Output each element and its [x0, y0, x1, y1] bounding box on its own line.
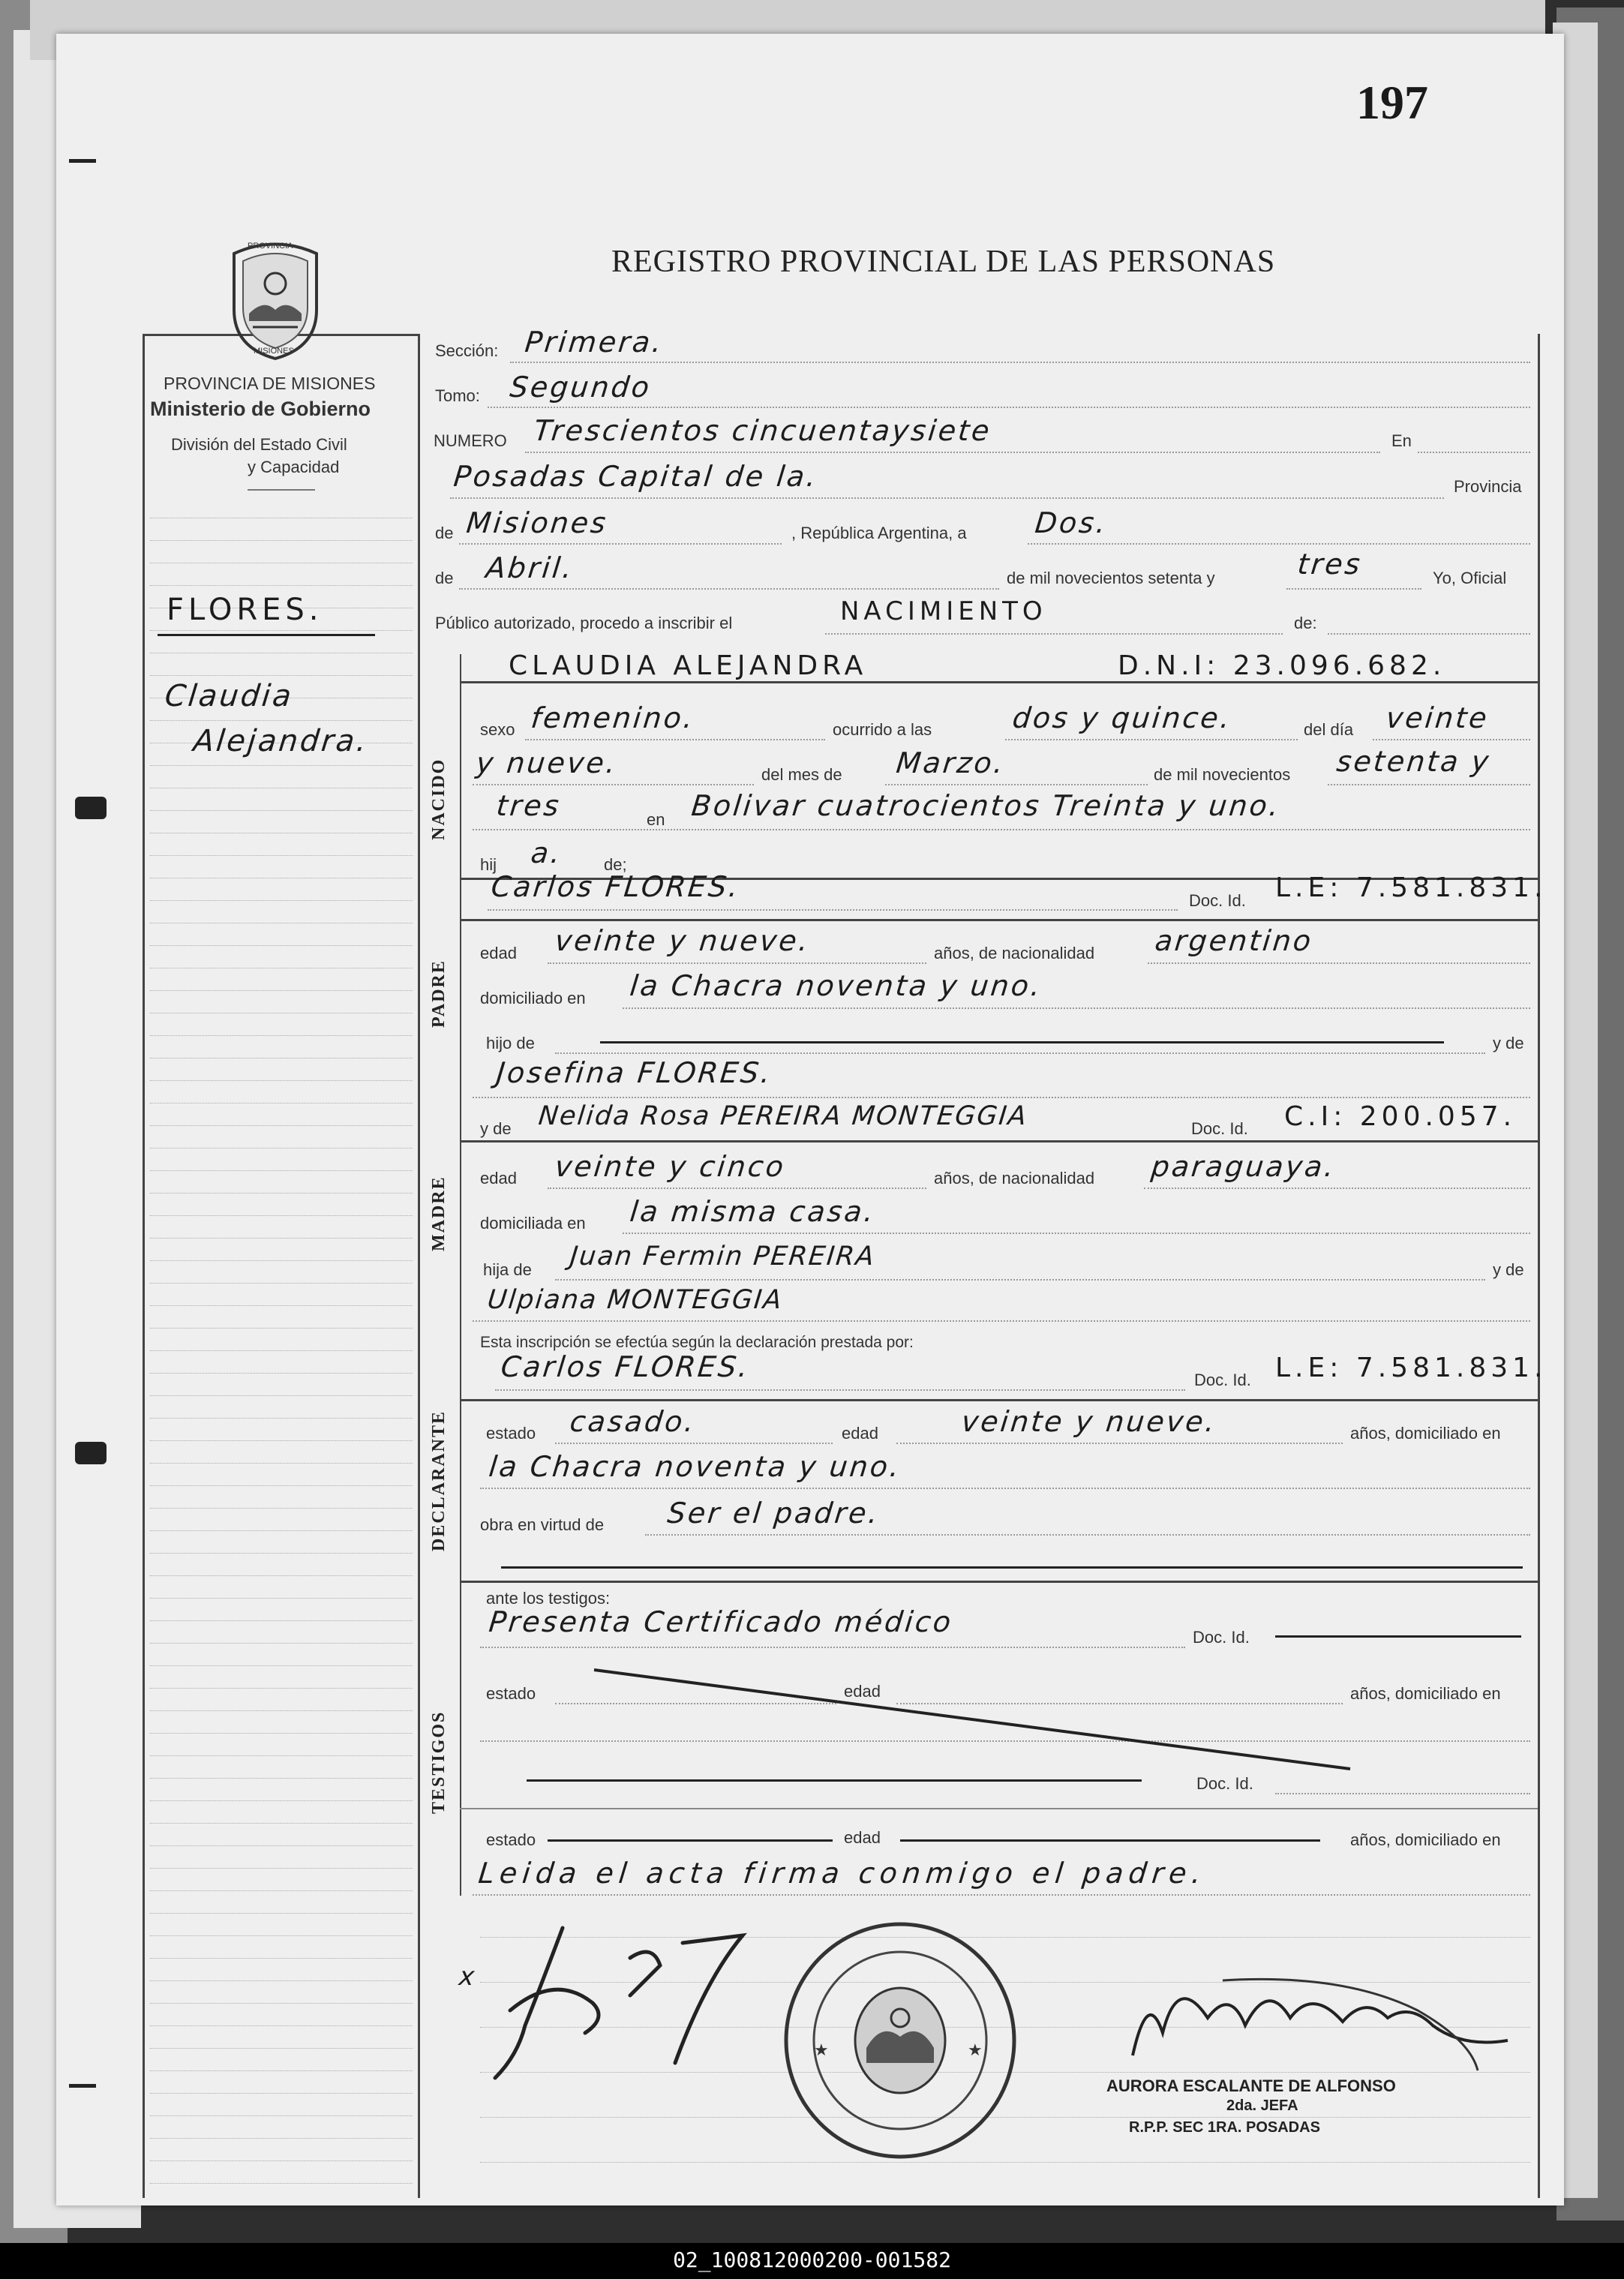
- ruled-line: [150, 1238, 413, 1239]
- dotted-line: [450, 497, 1444, 499]
- dotted-line: [1275, 1793, 1530, 1794]
- padre-dom-value: la Chacra noventa y uno.: [628, 969, 1044, 1002]
- footer-id: 02_100812000200-001582: [673, 2247, 951, 2272]
- closing-statement: Leida el acta firma conmigo el padre.: [476, 1857, 1208, 1890]
- dotted-line: [1005, 739, 1298, 740]
- seccion-value: Primera.: [523, 326, 665, 359]
- nacido-day-value: veinte: [1384, 701, 1491, 734]
- ruled-line: [150, 1598, 413, 1599]
- en-label: En: [1391, 431, 1412, 450]
- madre-name: Nelida Rosa PEREIRA MONTEGGIA: [536, 1101, 1029, 1131]
- obra-label: obra en virtud de: [480, 1515, 605, 1534]
- tomo-value: Segundo: [508, 371, 653, 404]
- de-label-2: de: [435, 569, 454, 587]
- dotted-line: [480, 1647, 1185, 1648]
- ruled-line: [150, 1260, 413, 1261]
- ruled-line: [150, 2070, 413, 2071]
- sexo-value: femenino.: [529, 701, 697, 734]
- hij-label: hij: [480, 855, 497, 874]
- dotted-line: [555, 1052, 1485, 1054]
- dotted-line: [495, 1389, 1185, 1391]
- section-divider: [460, 681, 1538, 683]
- ocurrido-label: ocurrido a las: [833, 720, 932, 739]
- numero-value: Trescientos cincuentaysiete: [532, 414, 993, 447]
- declarante-anos-label: años, domiciliado en: [1350, 1424, 1501, 1443]
- emblem-text-bottom: MISIONES: [254, 347, 294, 356]
- ruled-line: [150, 1215, 413, 1216]
- registrant-given-name-2: Alejandra.: [191, 724, 371, 758]
- ruled-line: [150, 765, 413, 766]
- signature-mark: x: [457, 1962, 479, 1992]
- dotted-line: [459, 588, 999, 590]
- ruled-line: [150, 675, 413, 676]
- section-divider: [460, 919, 1538, 921]
- dotted-line: [473, 1320, 1530, 1322]
- dotted-line: [473, 829, 1530, 830]
- padre-doc-value: L.E: 7.581.831.: [1275, 872, 1547, 903]
- ruled-line: [150, 1733, 413, 1734]
- padre-edad-label: edad: [480, 944, 517, 962]
- nacido-section-label: NACIDO: [429, 758, 449, 840]
- section-divider: [460, 1808, 1538, 1809]
- madre-doc-value: C.I: 200.057.: [1284, 1101, 1517, 1132]
- sexo-label: sexo: [480, 720, 515, 739]
- division-underline: [248, 489, 315, 491]
- ruled-line: [150, 1778, 413, 1779]
- dotted-line: [885, 784, 1148, 785]
- publico-label: Público autorizado, procedo a inscribir el: [435, 614, 733, 632]
- padre-anos-label: años, de nacionalidad: [934, 944, 1095, 962]
- ruled-line: [150, 1958, 413, 1959]
- del-dia-label: del día: [1304, 720, 1354, 739]
- ruled-line: [150, 1823, 413, 1824]
- ruled-line: [150, 1845, 413, 1846]
- day-value: Dos.: [1033, 506, 1109, 539]
- ruled-line: [150, 1508, 413, 1509]
- witness-value: Presenta Certificado médico: [487, 1605, 955, 1638]
- ruled-line: [150, 900, 413, 901]
- testigo2-estado-strike: [548, 1839, 833, 1842]
- declarante-edad-label: edad: [842, 1424, 878, 1443]
- madre-nac-value: paraguaya.: [1149, 1150, 1337, 1183]
- ruled-line: [150, 1373, 413, 1374]
- ruled-line: [150, 1080, 413, 1081]
- declarante-section-label: DECLARANTE: [429, 1410, 449, 1551]
- ruled-line: [150, 1890, 413, 1891]
- padre-mother-value: Josefina FLORES.: [494, 1056, 774, 1089]
- ruled-line: [150, 1868, 413, 1869]
- dotted-line: [1328, 633, 1530, 635]
- del-mes-label: del mes de: [761, 765, 842, 784]
- testigos-doc-label-2: Doc. Id.: [1196, 1774, 1253, 1793]
- madre-mother-value: Ulpiana MONTEGGIA: [485, 1285, 785, 1315]
- ruled-line: [150, 2025, 413, 2026]
- ruled-line: [150, 1620, 413, 1621]
- madre-hija-label: hija de: [483, 1260, 532, 1279]
- testigo1-anos-label: años, domiciliado en: [1350, 1684, 1501, 1703]
- ruled-line: [150, 2160, 413, 2161]
- padre-nac-value: argentino: [1153, 924, 1315, 957]
- ruled-line: [150, 1710, 413, 1711]
- ruled-line: [150, 2003, 413, 2004]
- dotted-line: [1418, 452, 1530, 453]
- padre-doc-label: Doc. Id.: [1189, 891, 1246, 910]
- act-value: NACIMIENTO: [840, 596, 1047, 626]
- nacido-mil-label: de mil novecientos: [1154, 765, 1291, 784]
- ruled-line: [150, 1575, 413, 1576]
- nacido-name: CLAUDIA ALEJANDRA: [509, 650, 868, 681]
- ruled-line: [150, 1418, 413, 1419]
- testigos-section-label: TESTIGOS: [429, 1710, 449, 1814]
- hij-value: a.: [529, 836, 564, 869]
- dotted-line: [473, 1097, 1530, 1098]
- madre-father-value: Juan Fermin PEREIRA: [568, 1242, 877, 1272]
- ruled-line: [150, 990, 413, 991]
- official-signature: [1118, 1958, 1538, 2078]
- dotted-line: [488, 909, 1178, 911]
- seccion-label: Sección:: [435, 341, 499, 360]
- hijo-de-strike-line: [600, 1041, 1444, 1043]
- de-label: de: [435, 524, 454, 542]
- binder-tick: [69, 2084, 96, 2088]
- dotted-line: [825, 633, 1283, 635]
- madre-doc-label: Doc. Id.: [1191, 1119, 1248, 1138]
- witness-strike-line: [527, 1779, 1142, 1782]
- declarante-estado-label: estado: [486, 1424, 536, 1443]
- surname-underline: [158, 634, 375, 636]
- ministry-label: Ministerio de Gobierno: [150, 398, 371, 420]
- section-divider: [460, 1140, 1538, 1143]
- ruled-line: [150, 630, 413, 631]
- section-label-divider: [460, 654, 461, 1896]
- punch-hole: [75, 1442, 107, 1464]
- madre-edad-label: edad: [480, 1169, 517, 1188]
- section-divider: [460, 1399, 1538, 1401]
- dotted-line: [555, 1279, 1485, 1281]
- column-divider: [418, 334, 420, 2198]
- declarante-doc-label: Doc. Id.: [1194, 1371, 1251, 1389]
- testigo1-edad-label: edad: [844, 1682, 881, 1701]
- declarante-intro: Esta inscripción se efectúa según la declaración prestada por:: [480, 1334, 914, 1351]
- witness-cross-out-line: [585, 1665, 1358, 1778]
- testigo2-edad-strike: [900, 1839, 1320, 1842]
- document-title: REGISTRO PROVINCIAL DE LAS PERSONAS: [611, 245, 1276, 279]
- left-column-border: [143, 334, 145, 2198]
- registrant-surname: FLORES.: [167, 593, 323, 627]
- nacido-dni: D.N.I: 23.096.682.: [1118, 650, 1446, 681]
- testigo2-edad-label: edad: [844, 1828, 881, 1847]
- ante-testigos-label: ante los testigos:: [486, 1589, 611, 1608]
- nacido-year-value-2: tres: [494, 789, 563, 822]
- dotted-line: [1028, 543, 1530, 545]
- ruled-line: [150, 540, 413, 541]
- ruled-line: [150, 810, 413, 811]
- provincial-emblem-icon: [219, 239, 332, 362]
- madre-dom-label: domiciliada en: [480, 1214, 586, 1233]
- ruled-line: [150, 1305, 413, 1306]
- dotted-line: [555, 1443, 833, 1444]
- division-label-2: y Capacidad: [248, 458, 340, 476]
- ruled-line: [150, 1193, 413, 1194]
- republica-label: , República Argentina, a: [791, 524, 967, 542]
- padre-edad-value: veinte y nueve.: [553, 924, 812, 957]
- registrant-given-name-1: Claudia: [163, 679, 296, 713]
- madre-edad-value: veinte y cinco: [553, 1150, 788, 1183]
- ruled-line: [150, 2115, 413, 2116]
- de-colon-label: de:: [1294, 614, 1317, 632]
- svg-text:★: ★: [814, 2041, 829, 2060]
- ruled-line: [150, 1643, 413, 1644]
- division-label-1: División del Estado Civil: [171, 435, 347, 454]
- declarante-dom-value: la Chacra noventa y uno.: [487, 1450, 903, 1483]
- madre-anos-label: años, de nacionalidad: [934, 1169, 1095, 1188]
- dotted-line: [488, 407, 1530, 408]
- nacido-year-value: setenta y: [1334, 745, 1493, 778]
- madre-y-de-label: y de: [480, 1119, 512, 1138]
- dotted-line: [896, 1443, 1343, 1444]
- dotted-line: [473, 784, 754, 785]
- ruled-line: [150, 1913, 413, 1914]
- place-value: Posadas Capital de la.: [452, 460, 820, 493]
- right-border: [1538, 334, 1540, 2198]
- declarante-edad-value: veinte y nueve.: [959, 1405, 1219, 1438]
- ruled-line: [150, 1463, 413, 1464]
- section-divider: [460, 1581, 1538, 1583]
- ruled-line: [150, 1935, 413, 1936]
- ruled-line: [150, 1530, 413, 1531]
- padre-dom-label: domiciliado en: [480, 989, 586, 1007]
- page-number: 197: [1356, 76, 1428, 129]
- dotted-line: [525, 452, 1380, 453]
- official-name: AURORA ESCALANTE DE ALFONSO: [1106, 2076, 1396, 2095]
- ruled-line: [150, 1035, 413, 1036]
- padre-y-de-label: y de: [1493, 1034, 1524, 1052]
- dotted-line: [1144, 1188, 1530, 1189]
- provincia-label: Provincia: [1454, 477, 1522, 496]
- ruled-line: [150, 720, 413, 721]
- ruled-line: [150, 1440, 413, 1441]
- dotted-line: [623, 1233, 1530, 1234]
- binder-tick: [69, 159, 96, 163]
- ruled-line: [150, 1665, 413, 1666]
- hour-value: dos y quince.: [1010, 701, 1234, 734]
- year-value: tres: [1295, 548, 1364, 581]
- ruled-line: [150, 1328, 413, 1329]
- dotted-line: [548, 1188, 926, 1189]
- nacido-de-label: de;: [604, 855, 627, 874]
- official-title: 2da. JEFA: [1226, 2097, 1298, 2114]
- ruled-line: [150, 1148, 413, 1149]
- province-value: Misiones: [464, 506, 610, 539]
- declarante-doc-value: L.E: 7.581.831.: [1275, 1353, 1547, 1383]
- madre-section-label: MADRE: [429, 1176, 449, 1251]
- emblem-text-top: PROVINCIA: [248, 242, 293, 251]
- province-label: PROVINCIA DE MISIONES: [164, 374, 376, 393]
- father-signature: [480, 1913, 750, 2085]
- svg-text:★: ★: [968, 2041, 983, 2060]
- declarante-strike-line: [501, 1566, 1523, 1569]
- ruled-line: [150, 585, 413, 586]
- tomo-label: Tomo:: [435, 386, 480, 405]
- punch-hole: [75, 797, 107, 819]
- ruled-line: [150, 1125, 413, 1126]
- ruled-line: [150, 945, 413, 946]
- ruled-line: [150, 2183, 413, 2184]
- year-label: de mil novecientos setenta y: [1007, 569, 1215, 587]
- dotted-line: [459, 543, 782, 545]
- ruled-line: [150, 2048, 413, 2049]
- ruled-line: [150, 1485, 413, 1486]
- testigo1-estado-label: estado: [486, 1684, 536, 1703]
- testigo2-anos-label: años, domiciliado en: [1350, 1830, 1501, 1849]
- dotted-line: [510, 362, 1530, 363]
- numero-label: NUMERO: [434, 431, 507, 450]
- nacido-address: Bolivar cuatrocientos Treinta y uno.: [689, 789, 1283, 822]
- ruled-line: [150, 1755, 413, 1756]
- padre-section-label: PADRE: [429, 959, 449, 1028]
- ruled-line: [150, 1800, 413, 1801]
- nacido-month-value: Marzo.: [894, 746, 1007, 779]
- obra-value: Ser el padre.: [665, 1497, 882, 1530]
- testigos-doc-label: Doc. Id.: [1193, 1628, 1250, 1647]
- declarante-name: Carlos FLORES.: [499, 1350, 752, 1383]
- madre-y-de-label-2: y de: [1493, 1260, 1524, 1279]
- dotted-line: [480, 1488, 1530, 1489]
- nacido-en-label: en: [647, 810, 665, 829]
- ruled-line: [150, 1553, 413, 1554]
- ruled-line: [150, 1688, 413, 1689]
- dotted-line: [1373, 739, 1530, 740]
- dotted-line: [548, 962, 926, 964]
- left-column-ruled-lines: [150, 518, 413, 2190]
- dotted-line: [1286, 588, 1421, 590]
- month-value: Abril.: [484, 551, 576, 584]
- dotted-line: [1148, 962, 1530, 964]
- padre-hijo-label: hijo de: [486, 1034, 535, 1052]
- ruled-line: [150, 855, 413, 856]
- oficial-label: Yo, Oficial: [1433, 569, 1507, 587]
- dotted-line: [473, 1894, 1530, 1896]
- ruled-line: [150, 1395, 413, 1396]
- dotted-line: [623, 1007, 1530, 1009]
- dotted-line: [525, 739, 825, 740]
- ruled-line: [150, 1350, 413, 1351]
- dotted-line: [1328, 784, 1530, 785]
- dotted-line: [645, 1534, 1530, 1536]
- ruled-line: [150, 1170, 413, 1171]
- declarante-estado-value: casado.: [568, 1405, 698, 1438]
- madre-dom-value: la misma casa.: [628, 1195, 878, 1228]
- testigo2-estado-label: estado: [486, 1830, 536, 1849]
- nacido-day-value-2: y nueve.: [474, 746, 620, 779]
- ruled-line: [150, 1283, 413, 1284]
- padre-name: Carlos FLORES.: [489, 870, 742, 903]
- ruled-line: [150, 1980, 413, 1981]
- witness-doc-strike: [1275, 1635, 1521, 1638]
- ruled-line: [150, 2138, 413, 2139]
- official-office: R.P.P. SEC 1RA. POSADAS: [1129, 2119, 1320, 2136]
- ruled-line: [150, 2093, 413, 2094]
